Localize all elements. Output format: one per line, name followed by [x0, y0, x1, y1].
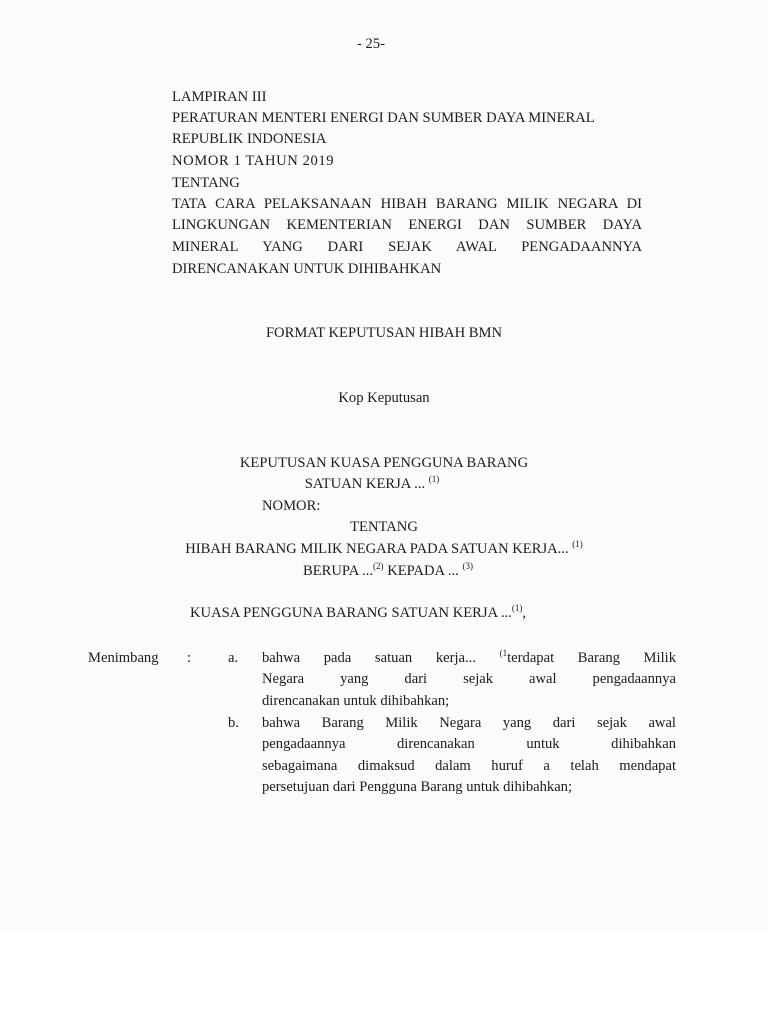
menimbang-label: Menimbang	[88, 650, 159, 666]
decree-subject-2	[4, 562, 768, 580]
header-line: LINGKUNGAN KEMENTERIAN ENERGI DAN SUMBER DAYA	[172, 217, 642, 233]
header-line: REPUBLIK INDONESIA	[172, 131, 327, 147]
footnote-ref: (2)	[373, 561, 384, 571]
item-line: bahwa Barang Milik Negara yang dari sejak awal	[262, 715, 676, 731]
item-line: persetujuan dari Pengguna Barang untuk dihibahkan;	[262, 779, 573, 795]
footnote-ref: (1	[499, 648, 508, 658]
item-line: Negara yang dari sejak awal pengadaannya	[262, 671, 676, 687]
item-line: pengadaannya direncanakan untuk dihibahkan	[262, 736, 676, 752]
footnote-ref: (1)	[428, 474, 440, 484]
item-marker: b.	[228, 715, 239, 731]
item-line: sebagaimana dimaksud dalam huruf a telah mendapat	[262, 758, 676, 774]
decree-title: KEPUTUSAN KUASA PENGGUNA BARANG	[239, 455, 529, 471]
text: KUASA PENGGUNA BARANG SATUAN KERJA ...	[190, 605, 512, 621]
item-line: direncanakan untuk dihibahkan;	[262, 693, 450, 709]
decree-nomor: NOMOR:	[262, 498, 321, 514]
header-line: MINERAL YANG DARI SEJAK AWAL PENGADAANNYA	[172, 239, 642, 255]
header-line: PERATURAN MENTERI ENERGI DAN SUMBER DAYA MINERAL	[172, 110, 595, 126]
text: SATUAN KERJA ...	[304, 476, 429, 492]
header-line: NOMOR 1 TAHUN 2019	[172, 153, 335, 169]
kuasa-heading	[190, 604, 526, 622]
header-line: TENTANG	[172, 175, 240, 191]
kop-keputusan: Kop Keputusan	[338, 390, 430, 406]
item-marker: a.	[228, 650, 239, 666]
text: HIBAH BARANG MILIK NEGARA PADA SATUAN KERJA...	[185, 541, 573, 557]
menimbang-colon: :	[187, 650, 192, 666]
header-line: TATA CARA PELAKSANAAN HIBAH BARANG MILIK NEGARA DI	[172, 196, 642, 212]
decree-unit	[0, 475, 756, 493]
text: BERUPA ...	[303, 563, 374, 579]
footnote-ref: (3)	[462, 561, 473, 571]
text: bahwa pada satuan kerja...	[262, 650, 500, 666]
decree-tentang: TENTANG	[350, 519, 418, 535]
text: KEPADA ...	[383, 563, 463, 579]
text: ,	[522, 605, 527, 621]
decree-subject	[0, 540, 768, 558]
text: terdapat Barang Milik	[507, 650, 676, 666]
page-number: - 25-	[357, 36, 385, 52]
header-line: DIRENCANAKAN UNTUK DIHIBAHKAN	[172, 261, 442, 277]
footnote-ref: (1)	[572, 539, 583, 549]
item-line	[262, 649, 676, 667]
format-title: FORMAT KEPUTUSAN HIBAH BMN	[265, 325, 503, 341]
header-line: LAMPIRAN III	[172, 89, 267, 105]
footnote-ref: (1)	[511, 603, 523, 613]
